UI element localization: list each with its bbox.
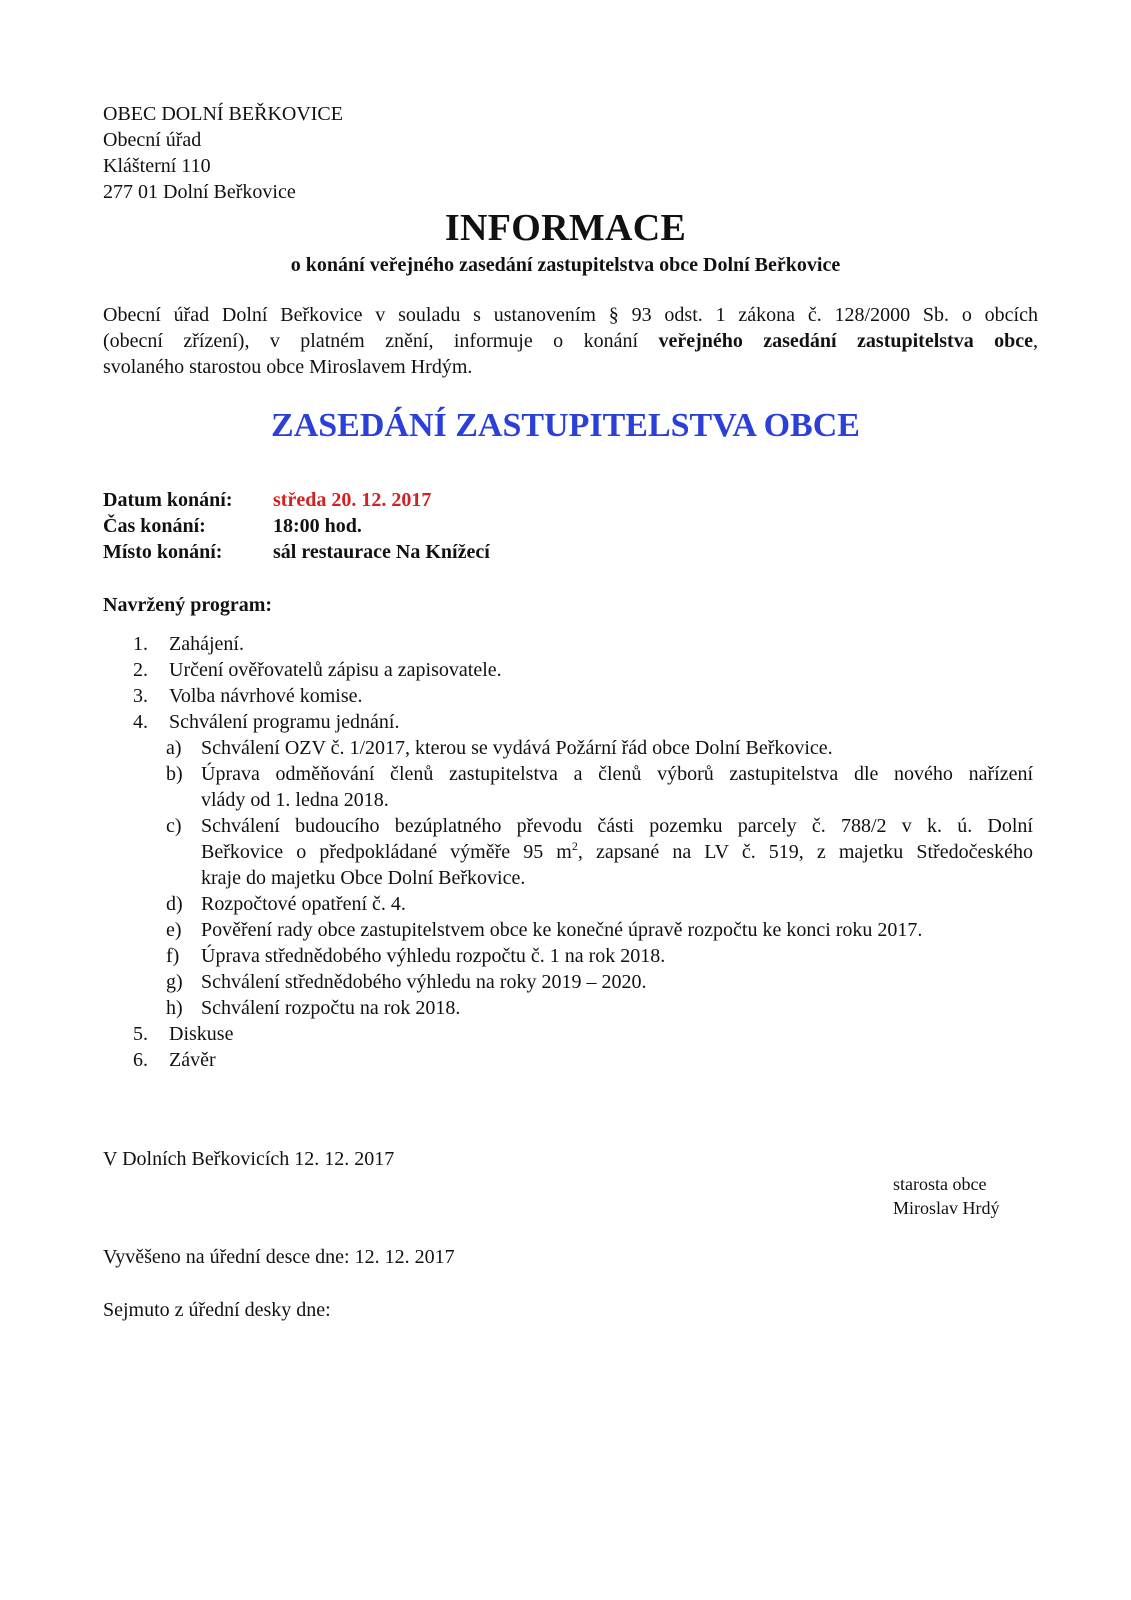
address-street: Klášterní 110 <box>103 155 211 177</box>
list-item <box>103 657 1033 683</box>
place-value: sál restaurace Na Knížecí <box>273 541 490 563</box>
date-value: středa 20. 12. 2017 <box>273 489 432 511</box>
item-number: 1. <box>133 633 148 655</box>
program-list <box>103 631 1033 1073</box>
time-label: Čas konání: <box>103 515 206 537</box>
item-number: 5. <box>133 1023 148 1045</box>
sub-list-item <box>103 891 1033 917</box>
sub-item-line: Rozpočtové opatření č. 4. <box>201 893 406 915</box>
sub-item-text <box>201 813 1033 891</box>
posted-date: Vyvěšeno na úřední desce dne: 12. 12. 2017 <box>103 1246 455 1268</box>
address-office: Obecní úřad <box>103 129 202 151</box>
list-item <box>103 631 1033 657</box>
intro-line-3: svolaného starostou obce Miroslavem Hrdým. <box>103 356 473 378</box>
signature-name: Miroslav Hrdý <box>893 1198 1000 1218</box>
document-subtitle: o konání veřejného zasedání zastupitelstva obce Dolní Beřkovice <box>290 254 841 276</box>
sub-item-letter: d) <box>166 893 183 915</box>
sub-item-line: Schválení střednědobého výhledu na roky 2019 – 2020. <box>201 971 647 993</box>
item-text: Volba návrhové komise. <box>169 685 363 707</box>
removed-date: Sejmuto z úřední desky dne: <box>103 1299 331 1321</box>
list-item <box>103 1021 1033 1047</box>
intro-line-2-start: (obecní zřízení), v platném znění, informuje o konání <box>103 330 659 352</box>
item-number: 3. <box>133 685 148 707</box>
list-item <box>103 683 1033 709</box>
item-text: Závěr <box>169 1049 216 1071</box>
sub-item-text <box>201 995 1033 1021</box>
item-text: Diskuse <box>169 1023 234 1045</box>
intro-paragraph <box>103 302 1038 380</box>
sub-item-letter: c) <box>166 815 182 837</box>
sub-item-letter: g) <box>166 971 183 993</box>
sub-item-text <box>201 891 1033 917</box>
sub-item-line: Úprava střednědobého výhledu rozpočtu č. 1 na rok 2018. <box>201 945 666 967</box>
place-and-date: V Dolních Beřkovicích 12. 12. 2017 <box>103 1148 395 1170</box>
item-text: Schválení programu jednání. <box>169 711 400 733</box>
sub-list-item <box>103 917 1033 943</box>
list-item <box>103 1047 1033 1073</box>
signature-role: starosta obce <box>893 1174 987 1194</box>
item-number: 2. <box>133 659 148 681</box>
sub-list-item <box>103 813 1033 891</box>
sub-item-line: Schválení OZV č. 1/2017, kterou se vydává Požární řád obce Dolní Beřkovice. <box>201 737 833 759</box>
sub-list-item <box>103 761 1033 813</box>
sub-item-line-end: , zapsané na LV č. 519, z majetku Středočeského <box>577 841 1033 863</box>
sub-item-line-start: Beřkovice o předpokládané výměře 95 m <box>201 841 572 863</box>
time-value: 18:00 hod. <box>273 515 362 537</box>
item-number: 4. <box>133 711 148 733</box>
sub-list-item <box>103 969 1033 995</box>
item-text: Zahájení. <box>169 633 244 655</box>
item-number: 6. <box>133 1049 148 1071</box>
sender-address <box>103 101 343 205</box>
sub-item-text <box>201 969 1033 995</box>
sub-list-item <box>103 995 1033 1021</box>
document-title: INFORMACE <box>444 207 687 249</box>
sub-list-item <box>103 735 1033 761</box>
sub-item-line: Úprava odměňování členů zastupitelstva a členů výborů zastupitelstva dle nového nařízení <box>201 763 1033 785</box>
sub-item-line: kraje do majetku Obce Dolní Beřkovice. <box>201 867 526 889</box>
meeting-heading: ZASEDÁNÍ ZASTUPITELSTVA OBCE <box>271 407 860 444</box>
intro-line-2-end: , <box>1033 330 1038 352</box>
sub-item-line: vlády od 1. ledna 2018. <box>201 789 389 811</box>
sub-item-line: Pověření rady obce zastupitelstvem obce ke konečné úpravě rozpočtu ke konci roku 2017. <box>201 919 923 941</box>
intro-line-1: Obecní úřad Dolní Beřkovice v souladu s ustanovením § 93 odst. 1 zákona č. 128/2000 Sb. o obcích <box>103 304 1038 326</box>
sub-item-line: Schválení budoucího bezúplatného převodu části pozemku parcely č. 788/2 v k. ú. Dolní <box>201 815 1033 837</box>
sub-item-text <box>201 917 1033 943</box>
list-item <box>103 709 1033 735</box>
sub-item-letter: e) <box>166 919 182 941</box>
intro-line-2 <box>103 328 1038 354</box>
sub-item-text <box>201 943 1033 969</box>
address-municipality: OBEC DOLNÍ BEŘKOVICE <box>103 103 343 125</box>
address-city: 277 01 Dolní Beřkovice <box>103 181 296 203</box>
sub-item-text <box>201 735 1033 761</box>
sub-item-letter: b) <box>166 763 183 785</box>
intro-line-2-bold: veřejného zasedání zastupitelstva obce <box>658 330 1033 352</box>
program-heading: Navržený program: <box>103 594 273 616</box>
superscript: 2 <box>571 839 578 853</box>
sub-list-item <box>103 943 1033 969</box>
signature-block <box>893 1172 1000 1220</box>
sub-item-letter: f) <box>166 945 180 967</box>
sub-item-letter: h) <box>166 997 183 1019</box>
date-label: Datum konání: <box>103 489 233 511</box>
sub-item-text <box>201 761 1033 813</box>
place-label: Místo konání: <box>103 541 223 563</box>
item-text: Určení ověřovatelů zápisu a zapisovatele. <box>169 659 502 681</box>
sub-item-letter: a) <box>166 737 182 759</box>
sub-item-line: Schválení rozpočtu na rok 2018. <box>201 997 461 1019</box>
sub-item-line <box>201 839 1033 865</box>
